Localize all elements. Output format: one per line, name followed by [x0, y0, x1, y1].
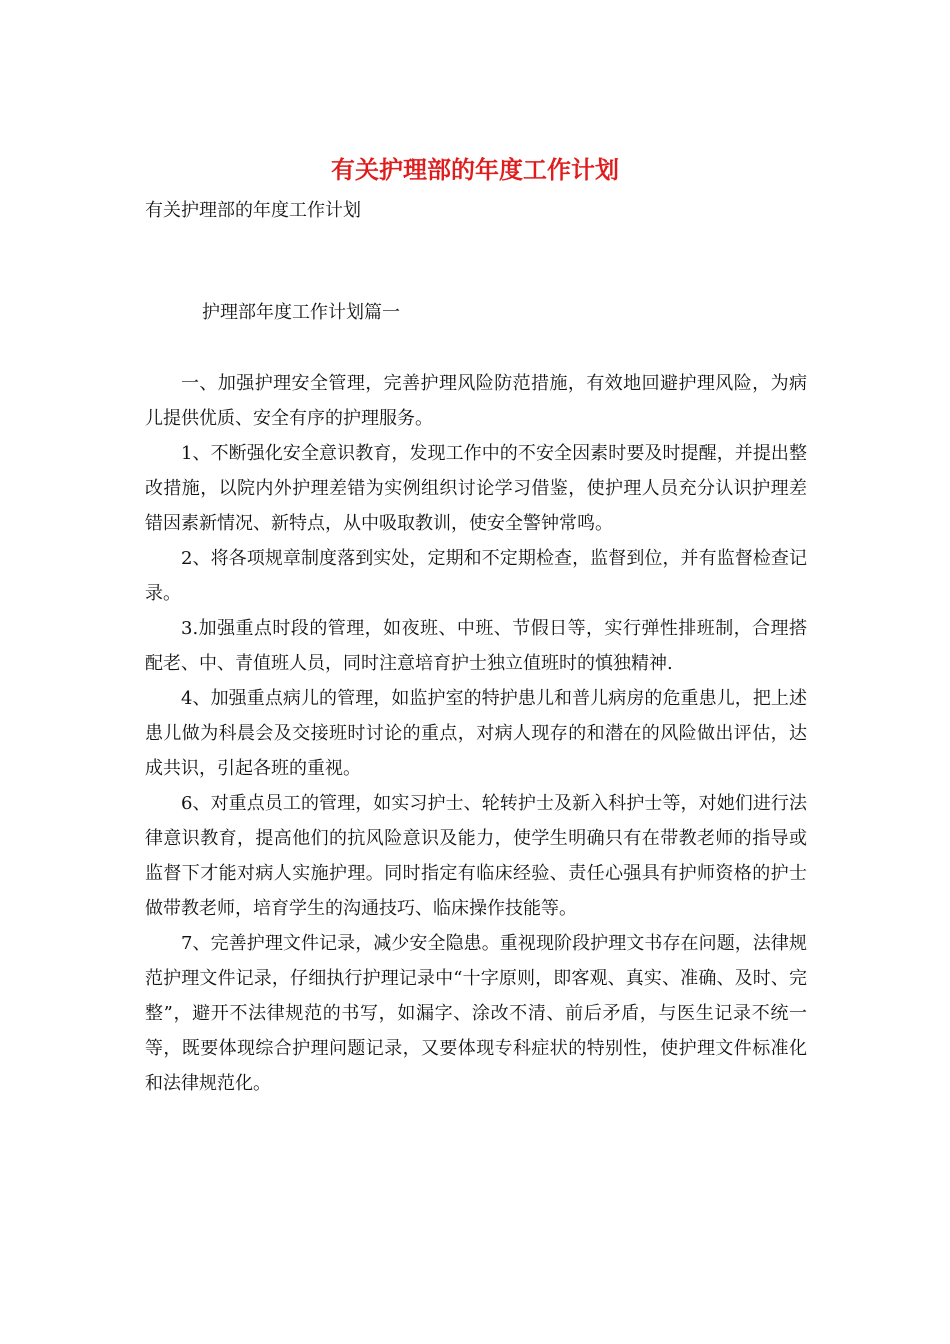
paragraph: 7、完善护理文件记录，减少安全隐患。重视现阶段护理文书存在问题，法律规范护理文件记录，仔细执行护理记录中“十字原则，即客观、真实、准确、及时、完整”，避开不法律规范的书写，如漏字、涂改不清、前后矛盾，与医生记录不统一等，既要体现综合护理问题记录，又要体现专科症状的特别性，使护理文件标准化和法律规范化。: [145, 933, 807, 1094]
paragraph: 4、加强重点病儿的管理，如监护室的特护患儿和普儿病房的危重患儿，把上述患儿做为科晨会及交接班时讨论的重点，对病人现存的和潜在的风险做出评估，达成共识，引起各班的重视。: [145, 688, 807, 779]
paragraph: 1、不断强化安全意识教育，发现工作中的不安全因素时要及时提醒，并提出整改措施，以院内外护理差错为实例组织讨论学习借鉴，使护理人员充分认识护理差错因素新情况、新特点，从中吸取教训，使安全警钟常鸣。: [145, 443, 807, 534]
paragraph: 3.加强重点时段的管理，如夜班、中班、节假日等，实行弹性排班制，合理搭配老、中、青值班人员，同时注意培育护士独立值班时的慎独精神.: [145, 618, 807, 674]
document-title: 有关护理部的年度工作计划: [331, 155, 619, 184]
paragraph: 2、将各项规章制度落到实处，定期和不定期检查，监督到位，并有监督检查记录。: [145, 548, 807, 604]
paragraph: 一、加强护理安全管理，完善护理风险防范措施，有效地回避护理风险，为病儿提供优质、安全有序的护理服务。: [145, 373, 807, 429]
section-heading: 护理部年度工作计划篇一: [202, 302, 400, 323]
paragraph: 6、对重点员工的管理，如实习护士、轮转护士及新入科护士等，对她们进行法律意识教育，提高他们的抗风险意识及能力，使学生明确只有在带教老师的指导或监督下才能对病人实施护理。同时指定有临床经验、责任心强具有护师资格的护士做带教老师，培育学生的沟通技巧、临床操作技能等。: [145, 793, 807, 919]
document-body: [145, 366, 807, 1101]
document-subtitle: 有关护理部的年度工作计划: [145, 200, 361, 221]
